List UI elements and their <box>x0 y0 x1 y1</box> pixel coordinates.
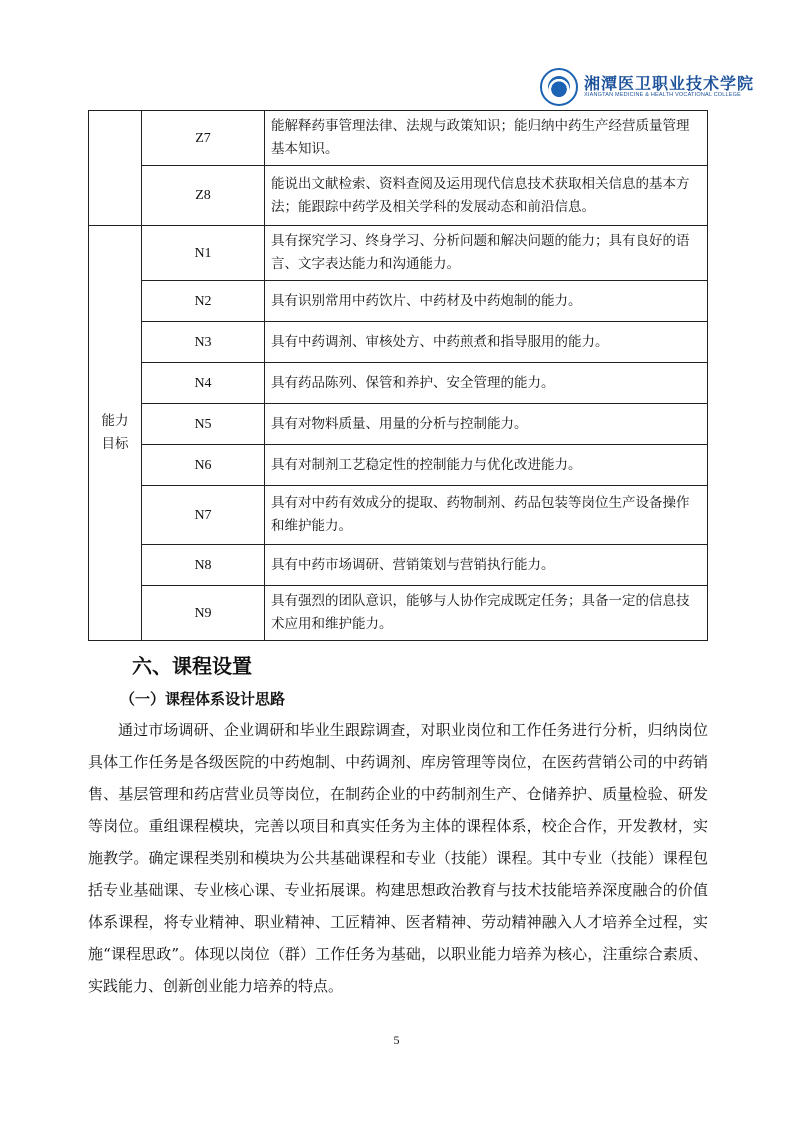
code-cell: N4 <box>142 363 265 404</box>
description-cell: 具有探究学习、终身学习、分析问题和解决问题的能力；具有良好的语言、文字表达能力和沟通能力。 <box>265 226 708 281</box>
page-number: 5 <box>393 1033 400 1047</box>
code-cell: N6 <box>142 445 265 486</box>
category-cell-knowledge <box>89 111 142 226</box>
code-cell: Z7 <box>142 111 265 166</box>
section-subheading: （一）课程体系设计思路 <box>120 690 286 708</box>
table-row <box>89 445 708 486</box>
code-cell: N1 <box>142 226 265 281</box>
section-heading: 六、课程设置 <box>132 654 252 678</box>
category-cell-ability: 能力目标 <box>89 226 142 641</box>
code-cell: N8 <box>142 545 265 586</box>
table-row <box>89 545 708 586</box>
table-row <box>89 322 708 363</box>
table-row <box>89 281 708 322</box>
table-row <box>89 586 708 641</box>
table-row <box>89 226 708 281</box>
code-cell: N7 <box>142 486 265 545</box>
description-cell: 具有中药调剂、审核处方、中药煎煮和指导服用的能力。 <box>265 322 708 363</box>
description-cell: 具有药品陈列、保管和养护、安全管理的能力。 <box>265 363 708 404</box>
description-cell: 具有对制剂工艺稳定性的控制能力与优化改进能力。 <box>265 445 708 486</box>
college-name-cn: 湘潭医卫职业技术学院 <box>584 74 755 93</box>
body-paragraph: 通过市场调研、企业调研和毕业生跟踪调查，对职业岗位和工作任务进行分析，归纳岗位具体工作任务是各级医院的中药炮制、中药调剂、库房管理等岗位，在医药营销公司的中药销售、基层管理和药店营业员等岗位，在制药企业的中药制剂生产、仓储养护、质量检验、研发等岗位。重组课程模块，完善以项目和真实任务为主体的课程体系，校企合作，开发教材，实施教学。确定课程类别和模块为公共基础课程和专业（技能）课程。其中专业（技能）课程包括专业基础课、专业核心课、专业拓展课。构建思想政治教育与技术技能培养深度融合的价值体系课程，将专业精神、职业精神、工匠精神、医者精神、劳动精神融入人才培养全过程，实施“课程思政”。体现以岗位（群）工作任务为基础，以职业能力培养为核心，注重综合素质、实践能力、创新创业能力培养的特点。 <box>88 721 708 995</box>
description-cell: 具有对中药有效成分的提取、药物制剂、药品包装等岗位生产设备操作和维护能力。 <box>265 486 708 545</box>
table-row <box>89 111 708 166</box>
description-cell: 具有强烈的团队意识，能够与人协作完成既定任务；具备一定的信息技术应用和维护能力。 <box>265 586 708 641</box>
code-cell: N9 <box>142 586 265 641</box>
table-row <box>89 486 708 545</box>
code-cell: N3 <box>142 322 265 363</box>
table-row <box>89 166 708 226</box>
code-cell: N2 <box>142 281 265 322</box>
objectives-table <box>88 110 708 641</box>
description-cell: 具有对物料质量、用量的分析与控制能力。 <box>265 404 708 445</box>
description-cell: 能说出文献检索、资料查阅及运用现代信息技术获取相关信息的基本方法；能跟踪中药学及相关学科的发展动态和前沿信息。 <box>265 166 708 226</box>
description-cell: 具有中药市场调研、营销策划与营销执行能力。 <box>265 545 708 586</box>
code-cell: N5 <box>142 404 265 445</box>
college-emblem-icon <box>540 68 578 106</box>
table-row <box>89 404 708 445</box>
table-row <box>89 363 708 404</box>
description-cell: 能解释药事管理法律、法规与政策知识；能归纳中药生产经营质量管理基本知识。 <box>265 111 708 166</box>
college-logo <box>540 68 755 108</box>
code-cell: Z8 <box>142 166 265 226</box>
college-name-en: XIANGTAN MEDICINE & HEALTH VOCATIONAL COLLEGE <box>584 92 742 98</box>
description-cell: 具有识别常用中药饮片、中药材及中药炮制的能力。 <box>265 281 708 322</box>
